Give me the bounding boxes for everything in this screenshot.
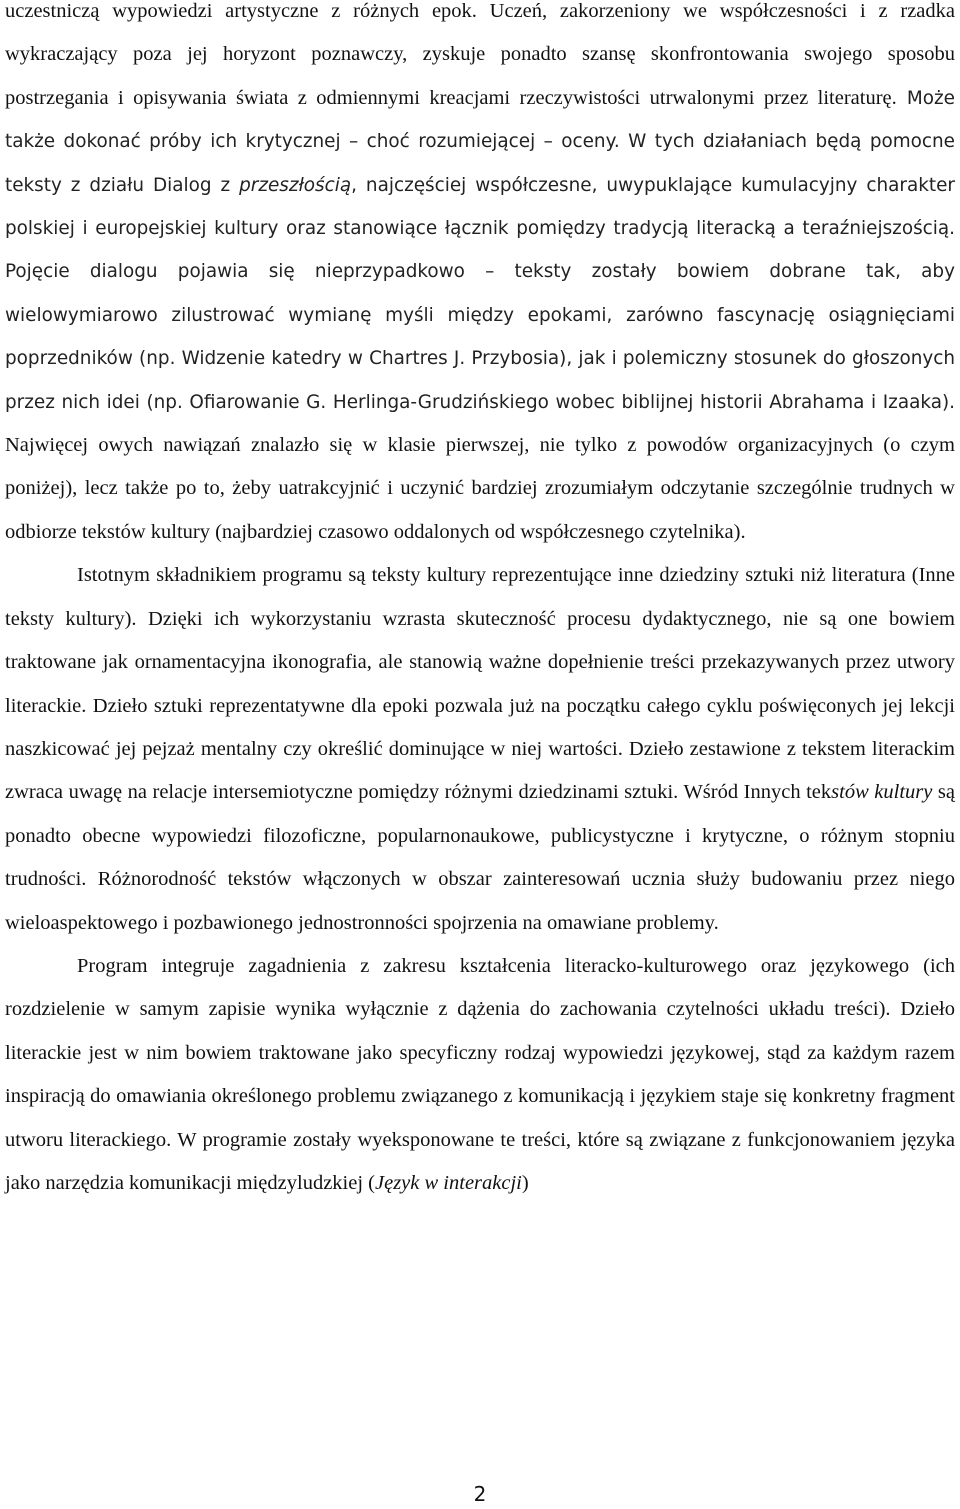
page-number: 2 (473, 1482, 487, 1506)
paragraph-1-sentence-1: uczestniczą wypowiedzi artystyczne z różnych epok. Uczeń, zakorzeniony we współczesności i z rzadka wykraczający poza jej horyzont poznawczy, zyskuje ponadto szansę skonfrontowania swojego sposobu postrzegania i opisywania świata z odmiennymi kreacjami rzeczywistości utrwalonymi przez literaturę. (5, 0, 955, 109)
paragraph-1-sentence-3c: , najczęściej współczesne, uwypuklające kumulacyjny charakter polskiej i europejskiej kultury oraz stanowiące łącznik pomiędzy tradycją literacką a teraźniejszością. (5, 174, 955, 240)
paragraph-2 (5, 554, 955, 945)
paragraph-1-sentence-5: Najwięcej owych nawiązań znalazło się w klasie pierwszej, nie tylko z powodów organizacyjnych (o czym poniżej), lecz także po to, żeby uatrakcyjnić i uczynić bardziej zrozumiałym odczytanie szczególnie trudnych w odbiorze tekstów kultury (najbardziej czasowo oddalonych od współczesnego czytelnika). (5, 434, 955, 543)
paragraph-1-sentence-2: Może także dokonać próby ich krytycznej – choć rozumiejącej – oceny. (5, 87, 956, 153)
paragraph-1-sentence-4: Pojęcie dialogu pojawia się nieprzypadkowo – teksty zostały bowiem dobrane tak, aby wielowymiarowo zilustrować wymianę myśli między epokami, zarówno fascynację osiągnięciami poprzedników (np. Widzenie katedry w Chartres J. Przybosia), jak i polemiczny stosunek do głoszonych przez nich idei (np. Ofiarowanie G. Herlinga-Grudzińskiego wobec biblijnej historii Abrahama i Izaaka). (5, 261, 955, 413)
paragraph-1-italic-phrase: przeszłością (239, 174, 352, 196)
paragraph-3-text-a: Program integruje zagadnienia z zakresu kształcenia literacko-kulturowego oraz językowego (ich rozdzielenie w samym zapisie wynika wyłącznie z dążenia do zachowania czytelności układu treści). Dzieło literackie jest w nim bowiem traktowane jako specyficzny rodzaj wypowiedzi językowej, stąd za każdym razem inspiracją do omawiania określonego problemu związanego z komunikacją i językiem staje się konkretny fragment utworu literackiego. W programie zostały wyeksponowane te treści, które są związane z funkcjonowaniem języka jako narzędzia komunikacji międzyludzkiej ( (5, 954, 955, 1194)
document-page (5, 0, 955, 1205)
paragraph-2-italic-phrase: stów kultury (831, 781, 933, 804)
paragraph-3 (5, 945, 955, 1205)
paragraph-2-text-a: Istotnym składnikiem programu są teksty kultury reprezentujące inne dziedziny sztuki niż literatura (Inne teksty kultury). Dzięki ich wykorzystaniu wzrasta skuteczność procesu dydaktycznego, nie są one bowiem traktowane jak ornamentacyjna ikonografia, ale stanowią ważne dopełnienie treści przekazywanych przez utwory literackie. Dzieło sztuki reprezentatywne dla epoki pozwala już na początku całego cyklu poświęconych jej lekcji naszkicować jej pejzaż mentalny czy określić dominujące w niej wartości. Dzieło zestawione z tekstem literackim zwraca uwagę na relacje intersemiotyczne pomiędzy różnymi dziedzinami sztuki. Wśród Innych tek (5, 564, 955, 804)
paragraph-1-sentence-3a: W tych działaniach będą pomocne teksty z działu Dialog z (5, 131, 956, 196)
paragraph-3-text-c: ) (521, 1171, 529, 1194)
paragraph-2-text-c: są ponadto obecne wypowiedzi filozoficzne, popularnonaukowe, publicystyczne i krytyczne, o różnym stopniu trudności. Różnorodność tekstów włączonych w obszar zainteresowań ucznia służy budowaniu przez niego wieloaspektowego i pozbawionego jednostronności spojrzenia na omawiane problemy. (5, 781, 956, 934)
paragraph-3-italic-phrase: Język w interakcji (375, 1171, 522, 1194)
paragraph-1 (5, 0, 955, 554)
